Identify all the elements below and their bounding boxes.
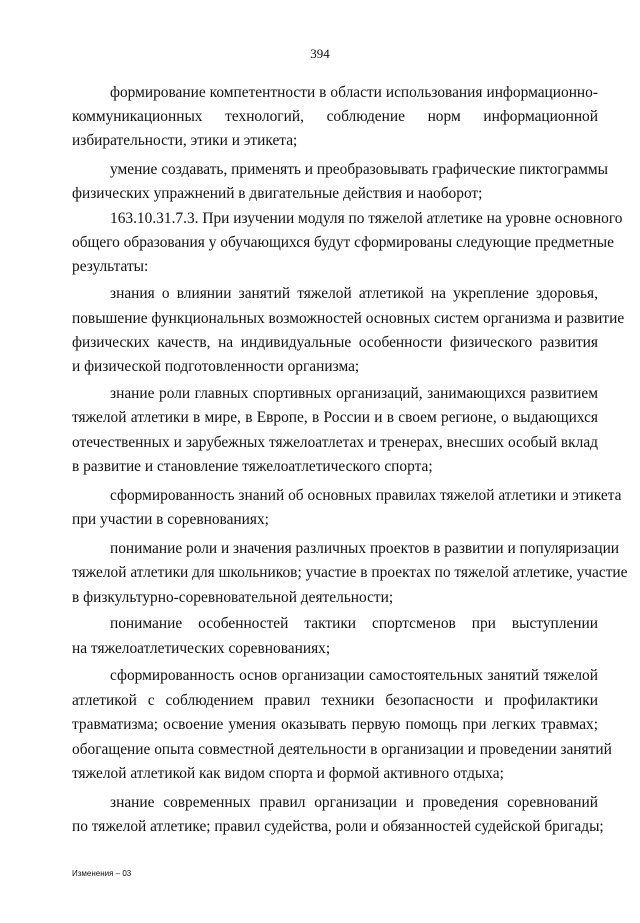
- text-line: сформированность знаний об основных правилах тяжелой атлетики и этикета: [110, 487, 622, 504]
- text-line: знания о влиянии занятий тяжелой атлетикой на укрепление здоровья,: [110, 285, 598, 302]
- text-line: атлетикой с соблюдением правил техники безопасности и профилактики: [72, 692, 598, 709]
- text-line: в физкультурно-соревновательной деятельности;: [72, 589, 394, 606]
- text-line: понимание особенностей тактики спортсменов при выступлении: [110, 615, 598, 632]
- text-line: результаты:: [72, 258, 149, 275]
- text-line: физических качеств, на индивидуальные особенности физического развития: [72, 334, 598, 351]
- page-number: 394: [310, 46, 330, 61]
- text-line: избирательности, этики и этикета;: [72, 132, 298, 149]
- text-line: на тяжелоатлетических соревнованиях;: [72, 640, 331, 657]
- text-line: отечественных и зарубежных тяжелоатлетах и тренерах, внесших особый вклад: [72, 434, 598, 451]
- text-line: формирование компетентности в области использования информационно-: [110, 84, 598, 101]
- text-line: обогащение опыта совместной деятельности в организации и проведении занятий: [72, 741, 612, 758]
- text-line: травматизма; освоение умения оказывать первую помощь при легких травмах;: [72, 716, 598, 733]
- text-line: тяжелой атлетики в мире, в Европе, в России и в своем регионе, о выдающихся: [72, 409, 598, 426]
- text-line: в развитие и становление тяжелоатлетического спорта;: [72, 458, 433, 475]
- text-line: сформированность основ организации самостоятельных занятий тяжелой: [110, 667, 598, 684]
- text-line: по тяжелой атлетике; правил судейства, роли и обязанностей судейской бригады;: [72, 818, 604, 835]
- revision-footer: Изменения – 03: [72, 869, 132, 878]
- text-line: и физической подготовленности организма;: [72, 358, 360, 375]
- text-line: тяжелой атлетики для школьников; участие в проектах по тяжелой атлетике, участие: [72, 564, 628, 581]
- text-line: повышение функциональных возможностей основных систем организма и развитие: [72, 310, 625, 327]
- text-line: понимание роли и значения различных проектов в развитии и популяризации: [110, 540, 620, 557]
- text-line: знание современных правил организации и проведения соревнований: [110, 794, 598, 811]
- text-line: коммуникационных технологий, соблюдение норм информационной: [72, 108, 598, 125]
- text-line: 163.10.31.7.3. При изучении модуля по тяжелой атлетике на уровне основного: [110, 210, 623, 227]
- text-line: общего образования у обучающихся будут сформированы следующие предметные: [72, 234, 614, 251]
- text-line: при участии в соревнованиях;: [72, 511, 269, 528]
- text-line: знание роли главных спортивных организаций, занимающихся развитием: [110, 385, 598, 402]
- text-line: тяжелой атлетикой как видом спорта и формой активного отдыха;: [72, 765, 504, 782]
- text-line: физических упражнений в двигательные действия и наоборот;: [72, 185, 483, 202]
- text-line: умение создавать, применять и преобразовывать графические пиктограммы: [110, 161, 608, 178]
